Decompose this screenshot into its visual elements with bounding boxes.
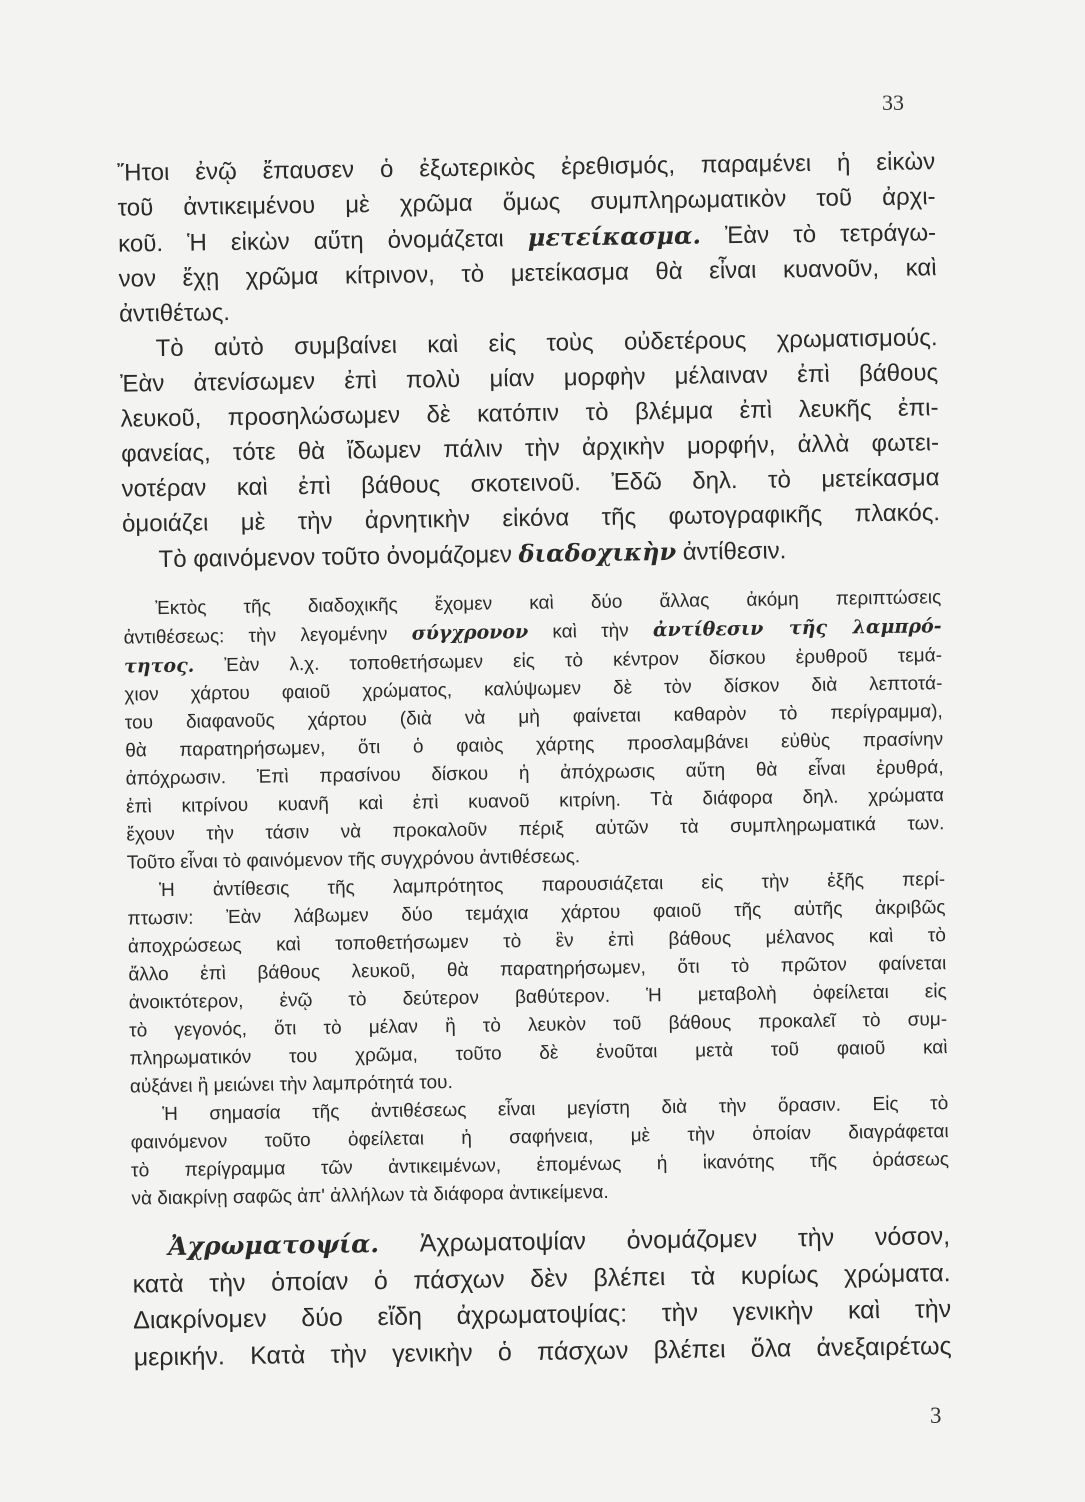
text-run: νοτέραν καὶ ἐπὶ βάθους σκοτεινοῦ. Ἐδῶ δηλ. τὸ μετείκασμα xyxy=(121,464,940,503)
text-run: ἄλλο ἐπὶ βάθους λευκοῦ, θὰ παρατηρήσωμεν, ὅτι τὸ πρῶτον φαίνεται xyxy=(128,953,947,986)
text-run: κατὰ τὴν ὁποίαν ὁ πάσχων δὲν βλέπει τὰ κυρίως χρώματα. xyxy=(132,1258,951,1299)
text-run: καὶ τὴν xyxy=(528,620,654,643)
emphasized-term: Ἀχρωματοψία. xyxy=(167,1229,380,1262)
text-run: ἀποχρώσεως καὶ τοποθετήσωμεν τὸ ἓν ἐπὶ βάθους μέλανος καὶ τὸ xyxy=(127,925,947,958)
text-run: νὰ διακρίνῃ σαφῶς ἀπ' ἀλλήλων τὰ διάφορα ἀντικείμενα. xyxy=(131,1181,609,1210)
text-run: του διαφανοῦς χάρτου (διὰ νὰ μὴ φαίνεται καθαρὸν τὸ περίγραμμα), xyxy=(124,701,943,734)
text-run: τὸ περίγραμμα τῶν ἀντικειμένων, ἑπομένως ἡ ἱκανότης τῆς ὁράσεως xyxy=(130,1149,950,1182)
text-run: φανείας, τότε θὰ ἴδωμεν πάλιν τὴν ἀρχικὴν μορφήν, ἀλλὰ φωτει- xyxy=(120,429,940,468)
text-run: Τὸ αὐτὸ συμβαίνει καὶ εἰς τοὺς οὐδετέρους χρωματισμούς. xyxy=(155,324,938,363)
emphasized-term: μετείκασμα. xyxy=(527,220,702,252)
text-run: ἀνοικτότερον, ἐνῷ τὸ δεύτερον βαθύτερον. Ἡ μεταβολὴ ὀφείλεται εἰς xyxy=(128,981,947,1014)
emphasized-term: διαδοχικὴν xyxy=(518,536,677,569)
text-run: Ἐὰν λ.χ. τοποθετήσωμεν εἰς τὸ κέντρον δίσκου ἐρυθροῦ τεμά- xyxy=(194,645,943,677)
text-run: ἀντιθέτως. xyxy=(118,299,231,328)
page-body xyxy=(115,0,954,1502)
text-run: κοῦ. Ἡ εἰκὼν αὕτη ὀνομάζεται xyxy=(117,224,528,258)
text-run: ὁμοιάζει μὲ τὴν ἀρνητικὴν εἰκόνα τῆς φωτογραφικῆς πλακός. xyxy=(121,499,941,538)
text-run: Ἐκτὸς τῆς διαδοχικῆς ἔχομεν καὶ δύο ἄλλας ἀκόμη περιπτώσεις xyxy=(155,587,942,620)
text-run: Ἀχρωματοψίαν ὀνομάζομεν τὴν νόσον, xyxy=(378,1222,951,1259)
text-run: πτωσιν: Ἐὰν λάβωμεν δύο τεμάχια χάρτου φαιοῦ τῆς αὐτῆς ἀκριβῶς xyxy=(127,897,946,930)
text-run: νον ἔχῃ χρῶμα κίτρινον, τὸ μετείκασμα θὰ εἶναι κυανοῦν, καὶ xyxy=(118,254,937,293)
signature-mark: 3 xyxy=(930,1403,942,1428)
text-run: ἀπόχρωσιν. Ἐπὶ πρασίνου δίσκου ἡ ἀπόχρωσις αὕτη θὰ εἶναι ἐρυθρά, xyxy=(125,757,944,790)
text-run: ἀντιθέσεως: τὴν λεγομένην xyxy=(123,623,412,649)
page-number-top: 33 xyxy=(882,90,904,115)
emphasized-term: ἀντίθεσιν τῆς λαμπρό- xyxy=(652,615,942,642)
text-run: τὸ γεγονός, ὅτι τὸ μέλαν ἢ τὸ λευκὸν τοῦ βάθους προκαλεῖ τὸ συμ- xyxy=(129,1009,948,1042)
text-run: Ἡ σημασία τῆς ἀντιθέσεως εἶναι μεγίστη διὰ τὴν ὅρασιν. Εἰς τὸ xyxy=(162,1093,949,1126)
text-block-afterimage xyxy=(117,144,941,577)
emphasized-term: σύγχρονον xyxy=(411,620,529,645)
emphasized-term: τητος. xyxy=(123,654,195,678)
text-run: τοῦ ἀντικειμένου μὲ χρῶμα ὅμως συμπληρωματικὸν τοῦ ἀρχι- xyxy=(117,183,936,222)
text-run: πληρωματικόν του χρῶμα, τοῦτο δὲ ἑνοῦται μετὰ τοῦ φαιοῦ καὶ xyxy=(129,1037,948,1070)
text-run: ἐπὶ κιτρίνου κυανῆ καὶ ἐπὶ κυανοῦ κιτρίνη. Τὰ διάφορα δηλ. χρώματα xyxy=(125,785,945,818)
text-run: λευκοῦ, προσηλώσωμεν δὲ κατόπιν τὸ βλέμμα ἐπὶ λευκῆς ἐπι- xyxy=(120,394,939,433)
text-run: Διακρίνομεν δύο εἴδη ἀχρωματοψίας: τὴν γενικὴν καὶ τὴν xyxy=(132,1295,952,1335)
text-run: Τὸ φαινόμενον τοῦτο ὀνομάζομεν xyxy=(158,541,519,574)
text-run: ἀντίθεσιν. xyxy=(675,537,787,566)
text-run: θὰ παρατηρήσωμεν, ὅτι ὁ φαιὸς χάρτης προσλαμβάνει εὐθὺς πρασίνην xyxy=(125,729,944,762)
text-run: χιον χάρτου φαιοῦ χρώματος, καλύψωμεν δὲ τὸν δίσκον διὰ λεπτοτά- xyxy=(124,673,943,706)
text-run: φαινόμενον τοῦτο ὀφείλεται ἡ σαφήνεια, μὲ τὴν ὁποίαν διαγράφεται xyxy=(130,1121,949,1154)
text-block-color-blindness xyxy=(132,1218,952,1375)
text-run: Ἡ ἀντίθεσις τῆς λαμπρότητος παρουσιάζεται εἰς τὴν ἑξῆς περί- xyxy=(159,869,946,902)
text-run: Τοῦτο εἶναι τὸ φαινόμενον τῆς συγχρόνου ἀντιθέσεως. xyxy=(126,846,581,874)
text-run: ἔχουν τὴν τάσιν νὰ προκαλοῦν πέριξ αὐτῶν τὰ συμπληρωματικά των. xyxy=(126,813,945,846)
text-run: αὐξάνει ἢ μειώνει τὴν λαμπρότητά του. xyxy=(129,1072,453,1098)
text-run: Ἤτοι ἐνῷ ἔπαυσεν ὁ ἐξωτερικὸς ἐρεθισμός, παραμένει ἡ εἰκὼν xyxy=(116,148,936,187)
text-run: μερικήν. Κατὰ τὴν γενικὴν ὁ πάσχων βλέπει ὅλα ἀνεξαιρέτως xyxy=(133,1331,952,1372)
text-block-contrast-smallprint xyxy=(123,584,950,1213)
text-run: Ἐὰν ἀτενίσωμεν ἐπὶ πολὺ μίαν μορφὴν μέλαιναν ἐπὶ βάθους xyxy=(119,359,939,398)
text-run: Ἐὰν τὸ τετράγω- xyxy=(700,219,937,250)
